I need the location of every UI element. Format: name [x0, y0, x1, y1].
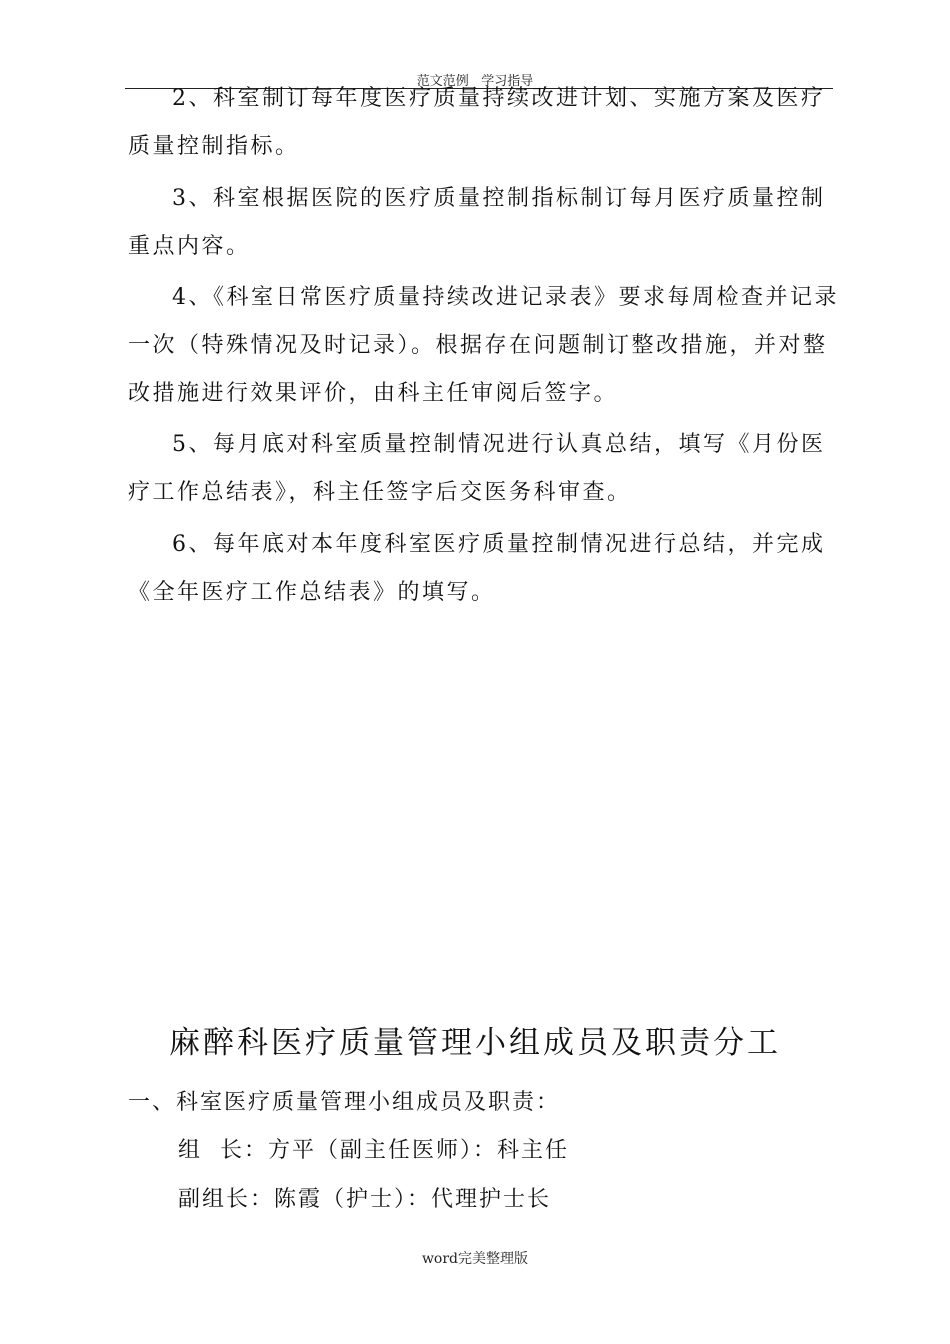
page-footer: word完美整理版 — [421, 1251, 529, 1267]
paragraph-item-6: 6、每年底对本年度科室医疗质量控制情况进行总结，并完成《全年医疗工作总结表》的填写。 — [128, 532, 826, 605]
section-title: 麻醉科医疗质量管理小组成员及职责分工 — [169, 1025, 781, 1061]
paragraph-item-4: 4、《科室日常医疗质量持续改进记录表》要求每周检查并记录一次（特殊情况及时记录）。根据存在问题制订整改措施，并对整改措施进行效果评价，由科主任审阅后签字。 — [128, 285, 839, 406]
paragraph-item-5: 5、每月底对科室质量控制情况进行认真总结，填写《月份医疗工作总结表》，科主任签字后交医务科审查。 — [128, 432, 826, 505]
paragraph-item-3: 3、科室根据医院的医疗质量控制指标制订每月医疗质量控制重点内容。 — [128, 186, 826, 259]
member-leader: 组 长：方平（副主任医师）：科主任 — [178, 1138, 569, 1163]
section-subheading: 一、科室医疗质量管理小组成员及职责： — [128, 1090, 561, 1115]
member-deputy-leader: 副组长：陈霞（护士）：代理护士长 — [178, 1187, 552, 1212]
paragraph-item-2: 2、科室制订每年度医疗质量持续改进计划、实施方案及医疗质量控制指标。 — [128, 86, 826, 159]
page-header: 范文范例 学习指导 — [416, 74, 534, 89]
